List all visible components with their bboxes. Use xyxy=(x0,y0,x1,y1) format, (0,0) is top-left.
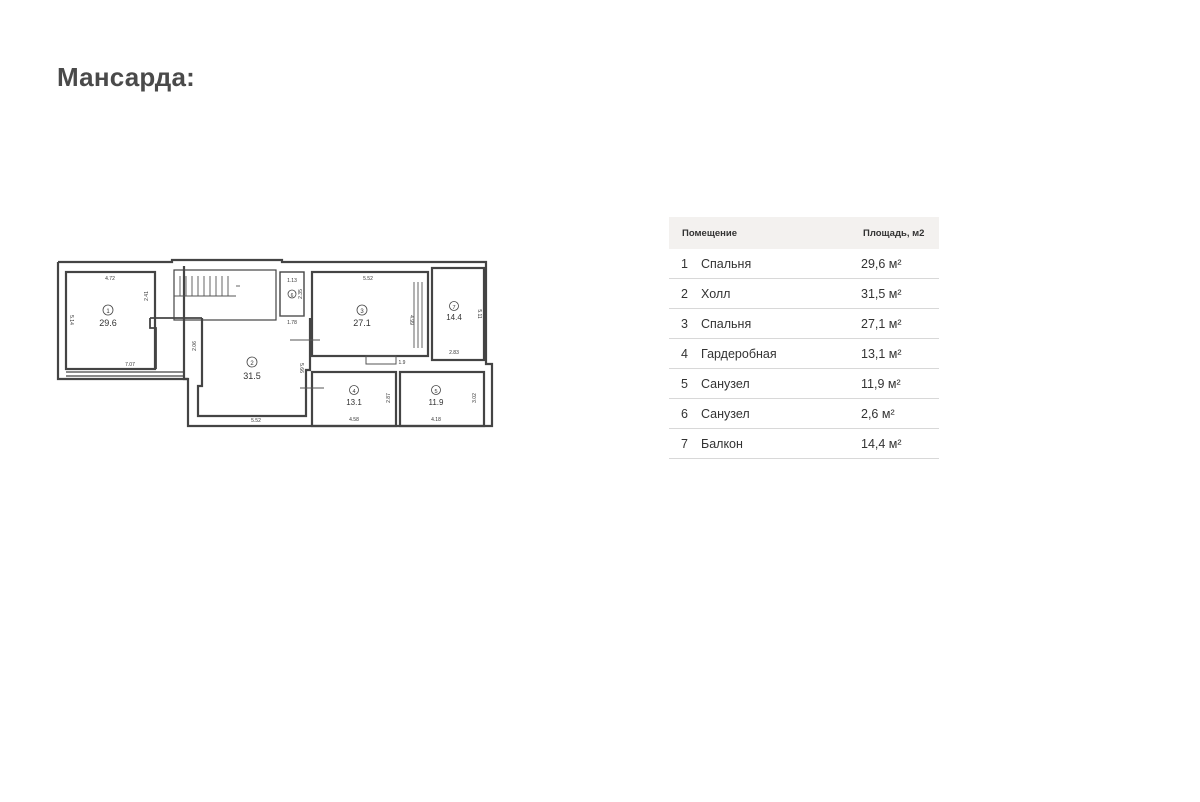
rooms-table xyxy=(669,217,939,459)
plan-dimension: 5.52 xyxy=(363,276,373,282)
plan-dimension: 2.83 xyxy=(449,350,459,356)
page-title: Мансарда: xyxy=(57,62,196,92)
room-area: 11,9 м² xyxy=(861,369,939,399)
table-row xyxy=(669,399,939,429)
plan-room-area: 29.6 xyxy=(99,318,117,328)
plan-dimension: 5.66 xyxy=(298,363,304,373)
plan-dimension: 7.07 xyxy=(125,362,135,368)
floor-plan xyxy=(50,258,500,443)
column-header-room: Помещение xyxy=(669,217,861,249)
room-area: 31,5 м² xyxy=(861,279,939,309)
room-name: Холл xyxy=(697,279,861,309)
table-row xyxy=(669,429,939,459)
table-header-row xyxy=(669,217,939,249)
plan-room-area: 31.5 xyxy=(243,371,261,381)
room-name: Балкон xyxy=(697,429,861,459)
plan-room-number: 4 xyxy=(352,389,356,395)
plan-dimension: 5.52 xyxy=(251,418,261,424)
room-name: Спальня xyxy=(697,309,861,339)
room-area: 29,6 м² xyxy=(861,249,939,279)
plan-dimension: 2.87 xyxy=(386,393,392,403)
plan-dimension: 5.14 xyxy=(68,315,74,325)
floor-plan-drawing xyxy=(50,258,500,443)
room-area: 2,6 м² xyxy=(861,399,939,429)
room-number: 5 xyxy=(669,369,697,399)
room-number: 2 xyxy=(669,279,697,309)
plan-room-area: 13.1 xyxy=(346,398,362,407)
plan-dimension: 1.13 xyxy=(287,278,297,284)
room-name: Санузел xyxy=(697,369,861,399)
room-number: 1 xyxy=(669,249,697,279)
room-area: 14,4 м² xyxy=(861,429,939,459)
room-number: 3 xyxy=(669,309,697,339)
room-name: Гардеробная xyxy=(697,339,861,369)
plan-room-area: 27.1 xyxy=(353,318,371,328)
room-area: 27,1 м² xyxy=(861,309,939,339)
plan-room-area: 14.4 xyxy=(446,313,462,322)
room-area: 13,1 м² xyxy=(861,339,939,369)
plan-room-area: 11.9 xyxy=(428,398,444,407)
column-header-area: Площадь, м2 xyxy=(861,217,939,249)
plan-dimension: 1.78 xyxy=(287,320,297,326)
plan-dimension: 2.06 xyxy=(192,341,198,351)
plan-dimension: 4.99 xyxy=(408,315,414,325)
plan-room-number: 6 xyxy=(290,293,294,299)
table-row xyxy=(669,249,939,279)
table-row xyxy=(669,339,939,369)
plan-dimension: 3.02 xyxy=(472,393,478,403)
plan-dimension: 5.11 xyxy=(476,309,482,319)
table-row xyxy=(669,279,939,309)
plan-dimension: 4.58 xyxy=(349,417,359,423)
room-number: 6 xyxy=(669,399,697,429)
room-number: 7 xyxy=(669,429,697,459)
room-number: 4 xyxy=(669,339,697,369)
plan-dimension: 4.72 xyxy=(105,276,115,282)
plan-dimension: 2.41 xyxy=(144,291,150,301)
table-row xyxy=(669,309,939,339)
plan-dimension: 4.18 xyxy=(431,417,441,423)
table-row xyxy=(669,369,939,399)
plan-room-number: 2 xyxy=(250,361,254,367)
room-name: Санузел xyxy=(697,399,861,429)
room-name: Спальня xyxy=(697,249,861,279)
plan-room-number: 3 xyxy=(360,309,364,315)
plan-dimension: 2.35 xyxy=(298,289,304,299)
plan-room-number: 1 xyxy=(106,309,110,315)
plan-dimension: 1.9 xyxy=(398,360,406,366)
plan-room-number: 7 xyxy=(452,305,456,311)
plan-room-number: 5 xyxy=(434,389,438,395)
